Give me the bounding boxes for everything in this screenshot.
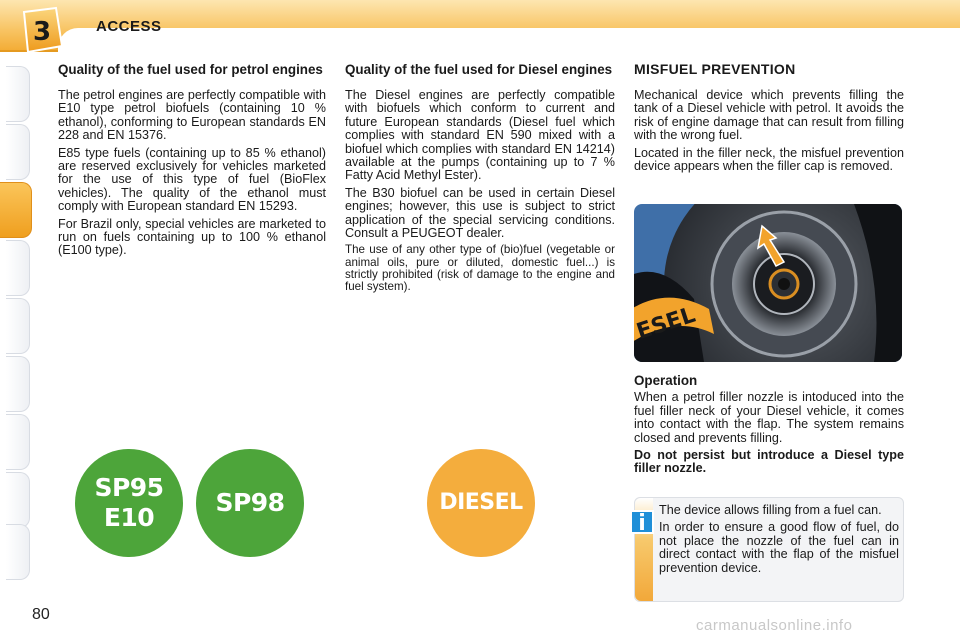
petrol-heading: Quality of the fuel used for petrol engines (58, 62, 323, 77)
sp95-e10-badge (75, 449, 183, 557)
misfuel-paragraph: Located in the filler neck, the misfuel prevention device appears when the filler cap is removed. (634, 145, 904, 174)
page-number: 80 (32, 606, 50, 623)
diesel-heading: Quality of the fuel used for Diesel engines (345, 62, 613, 77)
side-tab[interactable] (6, 240, 30, 296)
diesel-cap-label: ESEL (634, 302, 699, 346)
misfuel-heading: MISFUEL PREVENTION (634, 61, 796, 77)
watermark: carmanualsonline.info (696, 617, 853, 634)
misfuel-section (634, 62, 904, 177)
petrol-paragraph: E85 type fuels (containing up to 85 % ethanol) are reserved exclusively for vehicles marketed for the use of this type of fuel (BioFlex vehicles). The quality of the ethanol must comply with European standard EN 15293. (58, 145, 326, 214)
side-tab[interactable] (6, 356, 30, 412)
sp95-label: SP95 (94, 473, 164, 502)
side-tab[interactable] (6, 124, 30, 180)
operation-section (634, 374, 904, 480)
side-tab[interactable] (6, 66, 30, 122)
header-tab (58, 28, 960, 52)
side-tab[interactable] (6, 298, 30, 354)
misfuel-paragraph: Mechanical device which prevents filling the tank of a Diesel vehicle with petrol. It avoids the risk of engine damage that can result from filling with the wrong fuel. (634, 88, 904, 143)
sp98-badge (196, 449, 304, 557)
info-paragraph: In order to ensure a good flow of fuel, do not place the nozzle of the fuel can in direct contact with the flap of the misfuel prevention device. (659, 520, 899, 575)
diesel-label: DIESEL (439, 490, 523, 515)
petrol-paragraph: The petrol engines are perfectly compatible with E10 type petrol biofuels (containing 10 % ethanol), conforming to European standards EN 228 and EN 15376. (58, 88, 326, 143)
side-tab[interactable] (6, 524, 30, 580)
diesel-badge (427, 449, 535, 557)
chapter-number-icon (20, 6, 64, 54)
sp98-label: SP98 (215, 488, 285, 517)
side-tab[interactable] (6, 472, 30, 528)
diesel-paragraph: The Diesel engines are perfectly compatible with biofuels which conform to current and future European standards (Diesel fuel which complies with standard EN 590 mixed with a biofuel which complies with standard EN 14214) available at the pumps (containing up to 7 % Fatty Acid Methyl Ester). (345, 88, 615, 183)
operation-heading: Operation (634, 373, 698, 388)
diesel-section (345, 62, 615, 297)
chapter-number: 3 (32, 17, 52, 47)
info-icon: i (630, 510, 654, 534)
filler-neck-photo (634, 204, 902, 362)
petrol-section (58, 62, 326, 262)
petrol-paragraph: For Brazil only, special vehicles are marketed to run on fuels containing up to 100 % ethanol (E100 type). (58, 216, 326, 258)
page-title: ACCESS (96, 18, 162, 35)
operation-warning: Do not persist but introduce a Diesel type filler nozzle. (634, 448, 904, 476)
info-paragraph: The device allows filling from a fuel can. (659, 503, 882, 517)
diesel-paragraph: The B30 biofuel can be used in certain Diesel engines; however, this use is subject to strict application of the special servicing conditions. Consult a PEUGEOT dealer. (345, 185, 615, 241)
side-tab[interactable] (6, 414, 30, 470)
diesel-paragraph: The use of any other type of (bio)fuel (vegetable or animal oils, pure or diluted, domestic fuel...) is strictly prohibited (risk of damage to the engine and fuel system). (345, 243, 615, 294)
operation-text: When a petrol filler nozzle is intoduced into the fuel filler neck of your Diesel vehicle, it comes into contact with the flap. The system remains closed and prevents filling. (634, 390, 904, 445)
side-tabs (0, 66, 30, 576)
e10-label: E10 (103, 503, 155, 532)
side-tab-active[interactable] (0, 182, 32, 238)
info-box (634, 497, 904, 602)
